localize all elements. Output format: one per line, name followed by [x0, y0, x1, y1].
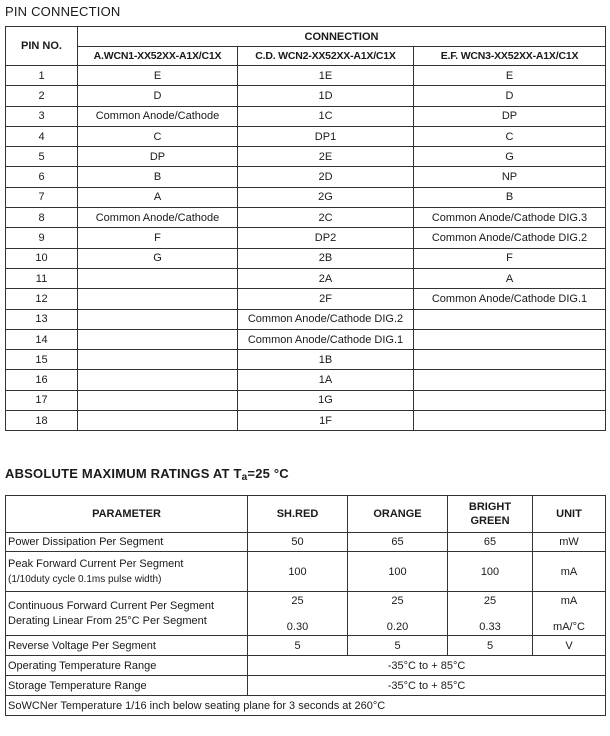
pin-a-cell [78, 329, 238, 349]
operating-value: -35°C to + 85°C [248, 656, 606, 676]
pin-ef-cell: DP [414, 106, 606, 126]
col-header-cd: C.D. WCN2-XX52XX-A1X/C1X [238, 47, 414, 66]
pin-number: 17 [6, 390, 78, 410]
pin-row [6, 411, 606, 431]
pin-number: 6 [6, 167, 78, 187]
pin-number: 8 [6, 208, 78, 228]
peak-unit: mA [533, 552, 606, 592]
pin-ef-cell [414, 350, 606, 370]
pin-a-cell: D [78, 86, 238, 106]
power-green: 65 [448, 533, 533, 552]
pin-number: 11 [6, 268, 78, 288]
continuous-row [6, 592, 606, 636]
pin-row [6, 126, 606, 146]
pin-a-cell [78, 289, 238, 309]
pin-row [6, 66, 606, 86]
power-label: Power Dissipation Per Segment [6, 533, 248, 552]
ratings-title: ABSOLUTE MAXIMUM RATINGS AT $T_a=25$ °C [5, 466, 289, 483]
pin-ef-cell: C [414, 126, 606, 146]
pin-ef-cell [414, 329, 606, 349]
peak-sh-red: 100 [248, 552, 348, 592]
reverse-row [6, 636, 606, 656]
reverse-label: Reverse Voltage Per Segment [6, 636, 248, 656]
pin-ef-cell [414, 370, 606, 390]
power-sh-red: 50 [248, 533, 348, 552]
pin-ef-cell: D [414, 86, 606, 106]
pin-a-cell: F [78, 228, 238, 248]
pin-a-cell [78, 309, 238, 329]
pin-ef-cell: B [414, 187, 606, 207]
pin-ef-cell [414, 309, 606, 329]
power-unit: mW [533, 533, 606, 552]
pin-ef-cell: Common Anode/Cathode DIG.3 [414, 208, 606, 228]
operating-label: Operating Temperature Range [6, 656, 248, 676]
pin-a-cell [78, 370, 238, 390]
peak-green: 100 [448, 552, 533, 592]
pin-table-body [6, 66, 606, 431]
pin-row [6, 390, 606, 410]
pin-row [6, 248, 606, 268]
bright-green-header: BRIGHT GREEN [448, 496, 533, 533]
pin-cd-cell: 2C [238, 208, 414, 228]
pin-ef-cell [414, 411, 606, 431]
pin-cd-cell: 2D [238, 167, 414, 187]
reverse-green: 5 [448, 636, 533, 656]
pin-row [6, 208, 606, 228]
reverse-sh-red: 5 [248, 636, 348, 656]
pin-cd-cell: Common Anode/Cathode DIG.2 [238, 309, 414, 329]
pin-number: 13 [6, 309, 78, 329]
power-orange: 65 [348, 533, 448, 552]
pin-cd-cell: 2A [238, 268, 414, 288]
pin-no-header: PIN NO. [6, 27, 78, 66]
pin-a-cell: Common Anode/Cathode [78, 106, 238, 126]
solder-row [6, 696, 606, 716]
pin-row [6, 268, 606, 288]
pin-a-cell: DP [78, 147, 238, 167]
pin-number: 18 [6, 411, 78, 431]
parameter-header: PARAMETER [6, 496, 248, 533]
pin-ef-cell: A [414, 268, 606, 288]
pin-number: 10 [6, 248, 78, 268]
pin-number: 1 [6, 66, 78, 86]
pin-ef-cell: Common Anode/Cathode DIG.2 [414, 228, 606, 248]
pin-cd-cell: 1F [238, 411, 414, 431]
col-header-ef: E.F. WCN3-XX52XX-A1X/C1X [414, 47, 606, 66]
peak-row [6, 552, 606, 592]
pin-number: 12 [6, 289, 78, 309]
pin-connection-title: PIN CONNECTION [5, 4, 121, 19]
pin-a-cell [78, 390, 238, 410]
pin-number: 16 [6, 370, 78, 390]
storage-label: Storage Temperature Range [6, 676, 248, 696]
pin-row [6, 167, 606, 187]
pin-cd-cell: 1E [238, 66, 414, 86]
pin-a-cell [78, 350, 238, 370]
pin-cd-cell: 1C [238, 106, 414, 126]
pin-cd-cell: 2E [238, 147, 414, 167]
pin-number: 3 [6, 106, 78, 126]
reverse-orange: 5 [348, 636, 448, 656]
pin-a-cell: Common Anode/Cathode [78, 208, 238, 228]
pin-a-cell [78, 268, 238, 288]
continuous-unit: mA mA/°C [533, 592, 606, 636]
pin-cd-cell: 2G [238, 187, 414, 207]
continuous-green: 25 0.33 [448, 592, 533, 636]
pin-row [6, 228, 606, 248]
pin-ef-cell: F [414, 248, 606, 268]
solder-label: SoWCNer Temperature 1/16 inch below seating plane for 3 seconds at 260°C [6, 696, 606, 716]
reverse-unit: V [533, 636, 606, 656]
pin-row [6, 187, 606, 207]
pin-ef-cell: G [414, 147, 606, 167]
pin-cd-cell: 2B [238, 248, 414, 268]
pin-row [6, 309, 606, 329]
pin-cd-cell: DP2 [238, 228, 414, 248]
pin-a-cell: B [78, 167, 238, 187]
peak-label: Peak Forward Current Per Segment (1/10duty cycle 0.1ms pulse width) [6, 552, 248, 592]
pin-cd-cell: 1B [238, 350, 414, 370]
pin-a-cell [78, 411, 238, 431]
pin-a-cell: G [78, 248, 238, 268]
pin-cd-cell: 1D [238, 86, 414, 106]
pin-a-cell: E [78, 66, 238, 86]
continuous-orange: 25 0.20 [348, 592, 448, 636]
peak-orange: 100 [348, 552, 448, 592]
storage-value: -35°C to + 85°C [248, 676, 606, 696]
pin-number: 4 [6, 126, 78, 146]
col-header-a: A.WCN1-XX52XX-A1X/C1X [78, 47, 238, 66]
pin-cd-cell: DP1 [238, 126, 414, 146]
pin-number: 14 [6, 329, 78, 349]
pin-ef-cell: Common Anode/Cathode DIG.1 [414, 289, 606, 309]
pin-cd-cell: 1A [238, 370, 414, 390]
pin-cd-cell: 2F [238, 289, 414, 309]
pin-number: 9 [6, 228, 78, 248]
pin-row [6, 147, 606, 167]
pin-row [6, 289, 606, 309]
operating-row [6, 656, 606, 676]
power-row [6, 533, 606, 552]
pin-cd-cell: Common Anode/Cathode DIG.1 [238, 329, 414, 349]
pin-row [6, 329, 606, 349]
pin-number: 2 [6, 86, 78, 106]
continuous-sh-red: 25 0.30 [248, 592, 348, 636]
pin-a-cell: A [78, 187, 238, 207]
ratings-table [5, 495, 606, 716]
pin-number: 7 [6, 187, 78, 207]
pin-row [6, 106, 606, 126]
pin-row [6, 86, 606, 106]
pin-ef-cell [414, 390, 606, 410]
unit-header: UNIT [533, 496, 606, 533]
pin-cd-cell: 1G [238, 390, 414, 410]
pin-ef-cell: NP [414, 167, 606, 187]
storage-row [6, 676, 606, 696]
pin-number: 5 [6, 147, 78, 167]
continuous-label: Continuous Forward Current Per Segment Derating Linear From 25°C Per Segment [6, 592, 248, 636]
orange-header: ORANGE [348, 496, 448, 533]
pin-connection-table [5, 26, 606, 431]
pin-row [6, 370, 606, 390]
sh-red-header: SH.RED [248, 496, 348, 533]
pin-ef-cell: E [414, 66, 606, 86]
pin-row [6, 350, 606, 370]
pin-number: 15 [6, 350, 78, 370]
connection-header: CONNECTION [78, 27, 606, 47]
pin-a-cell: C [78, 126, 238, 146]
